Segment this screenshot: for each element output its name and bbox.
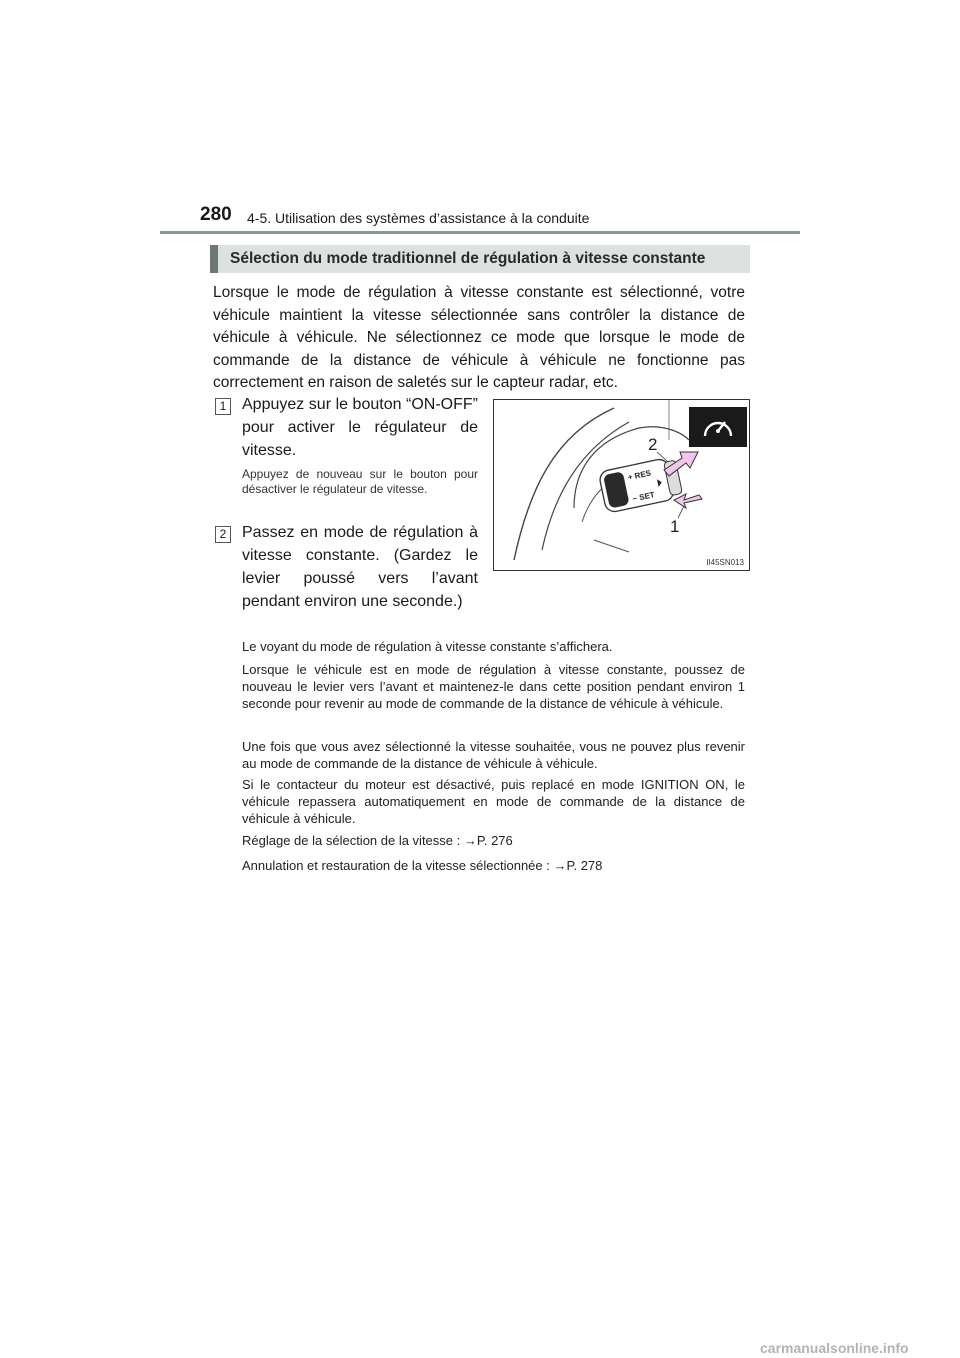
header-divider xyxy=(160,231,800,234)
figure-code: II45SN013 xyxy=(706,558,744,567)
step-1-number: 1 xyxy=(215,398,231,415)
lever-drawing xyxy=(494,400,750,571)
step-2-number: 2 xyxy=(215,526,231,543)
step-2-text: Passez en mode de régulation à vitesse constante. (Gardez le levier poussé vers l’avant pendant environ une seconde.) xyxy=(242,524,478,610)
callout-1: 1 xyxy=(670,517,680,536)
lever-label-res: + RES xyxy=(627,468,652,483)
wheel-outline xyxy=(514,408,614,560)
note-ignition: Si le contacteur du moteur est désactivé, puis replacé en mode IGNITION ON, le véhicule repassera automatiquement en mode de commande de la distance de véhicule à véhicule. xyxy=(242,777,745,826)
chapter-title: 4-5. Utilisation des systèmes d’assistance à la conduite xyxy=(247,210,590,226)
note-indicator: Le voyant du mode de régulation à vitesse constante s’affichera. xyxy=(242,639,613,654)
reference-speed-setting: Réglage de la sélection de la vitesse : →P. 276 xyxy=(242,833,513,848)
step-1-note: Appuyez de nouveau sur le bouton pour désactiver le régulateur de vitesse. xyxy=(242,467,478,496)
steering-lever-illustration xyxy=(493,399,750,571)
note-return-mode: Lorsque le véhicule est en mode de régulation à vitesse constante, poussez de nouveau le levier vers l’avant et maintenez-le dans cette position pendant environ 1 seconde pour revenir au mode de commande de la distance de véhicule à véhicule. xyxy=(242,662,745,711)
cruise-lever xyxy=(598,456,683,513)
reference-cancel-resume: Annulation et restauration de la vitesse sélectionnée : →P. 278 xyxy=(242,858,603,873)
section-heading-bar xyxy=(210,245,750,273)
section-title: Sélection du mode traditionnel de régulation à vitesse constante xyxy=(230,250,706,267)
note-no-return: Une fois que vous avez sélectionné la vitesse souhaitée, vous ne pouvez plus revenir au mode de commande de la distance de véhicule à véhicule. xyxy=(242,739,745,771)
intro-paragraph: Lorsque le mode de régulation à vitesse constante est sélectionné, votre véhicule maintient la vitesse sélectionnée sans contrôler la distance de véhicule à véhicule. Ne sélectionnez ce mode que lorsque le mode de commande de la distance de véhicule à véhicule ne fonctionne pas correctement en raison de saletés sur le capteur radar, etc. xyxy=(213,284,745,391)
panel-line xyxy=(594,540,629,552)
callout-2: 2 xyxy=(648,435,658,454)
step-1-text: Appuyez sur le bouton “ON-OFF” pour activer le régulateur de vitesse. xyxy=(242,396,478,459)
lever-label-set: − SET xyxy=(631,490,656,504)
arrow-press-button xyxy=(674,494,702,508)
watermark: carmanualsonline.info xyxy=(760,1340,909,1356)
cruise-indicator-icon xyxy=(689,407,747,447)
page-number: 280 xyxy=(200,204,232,225)
